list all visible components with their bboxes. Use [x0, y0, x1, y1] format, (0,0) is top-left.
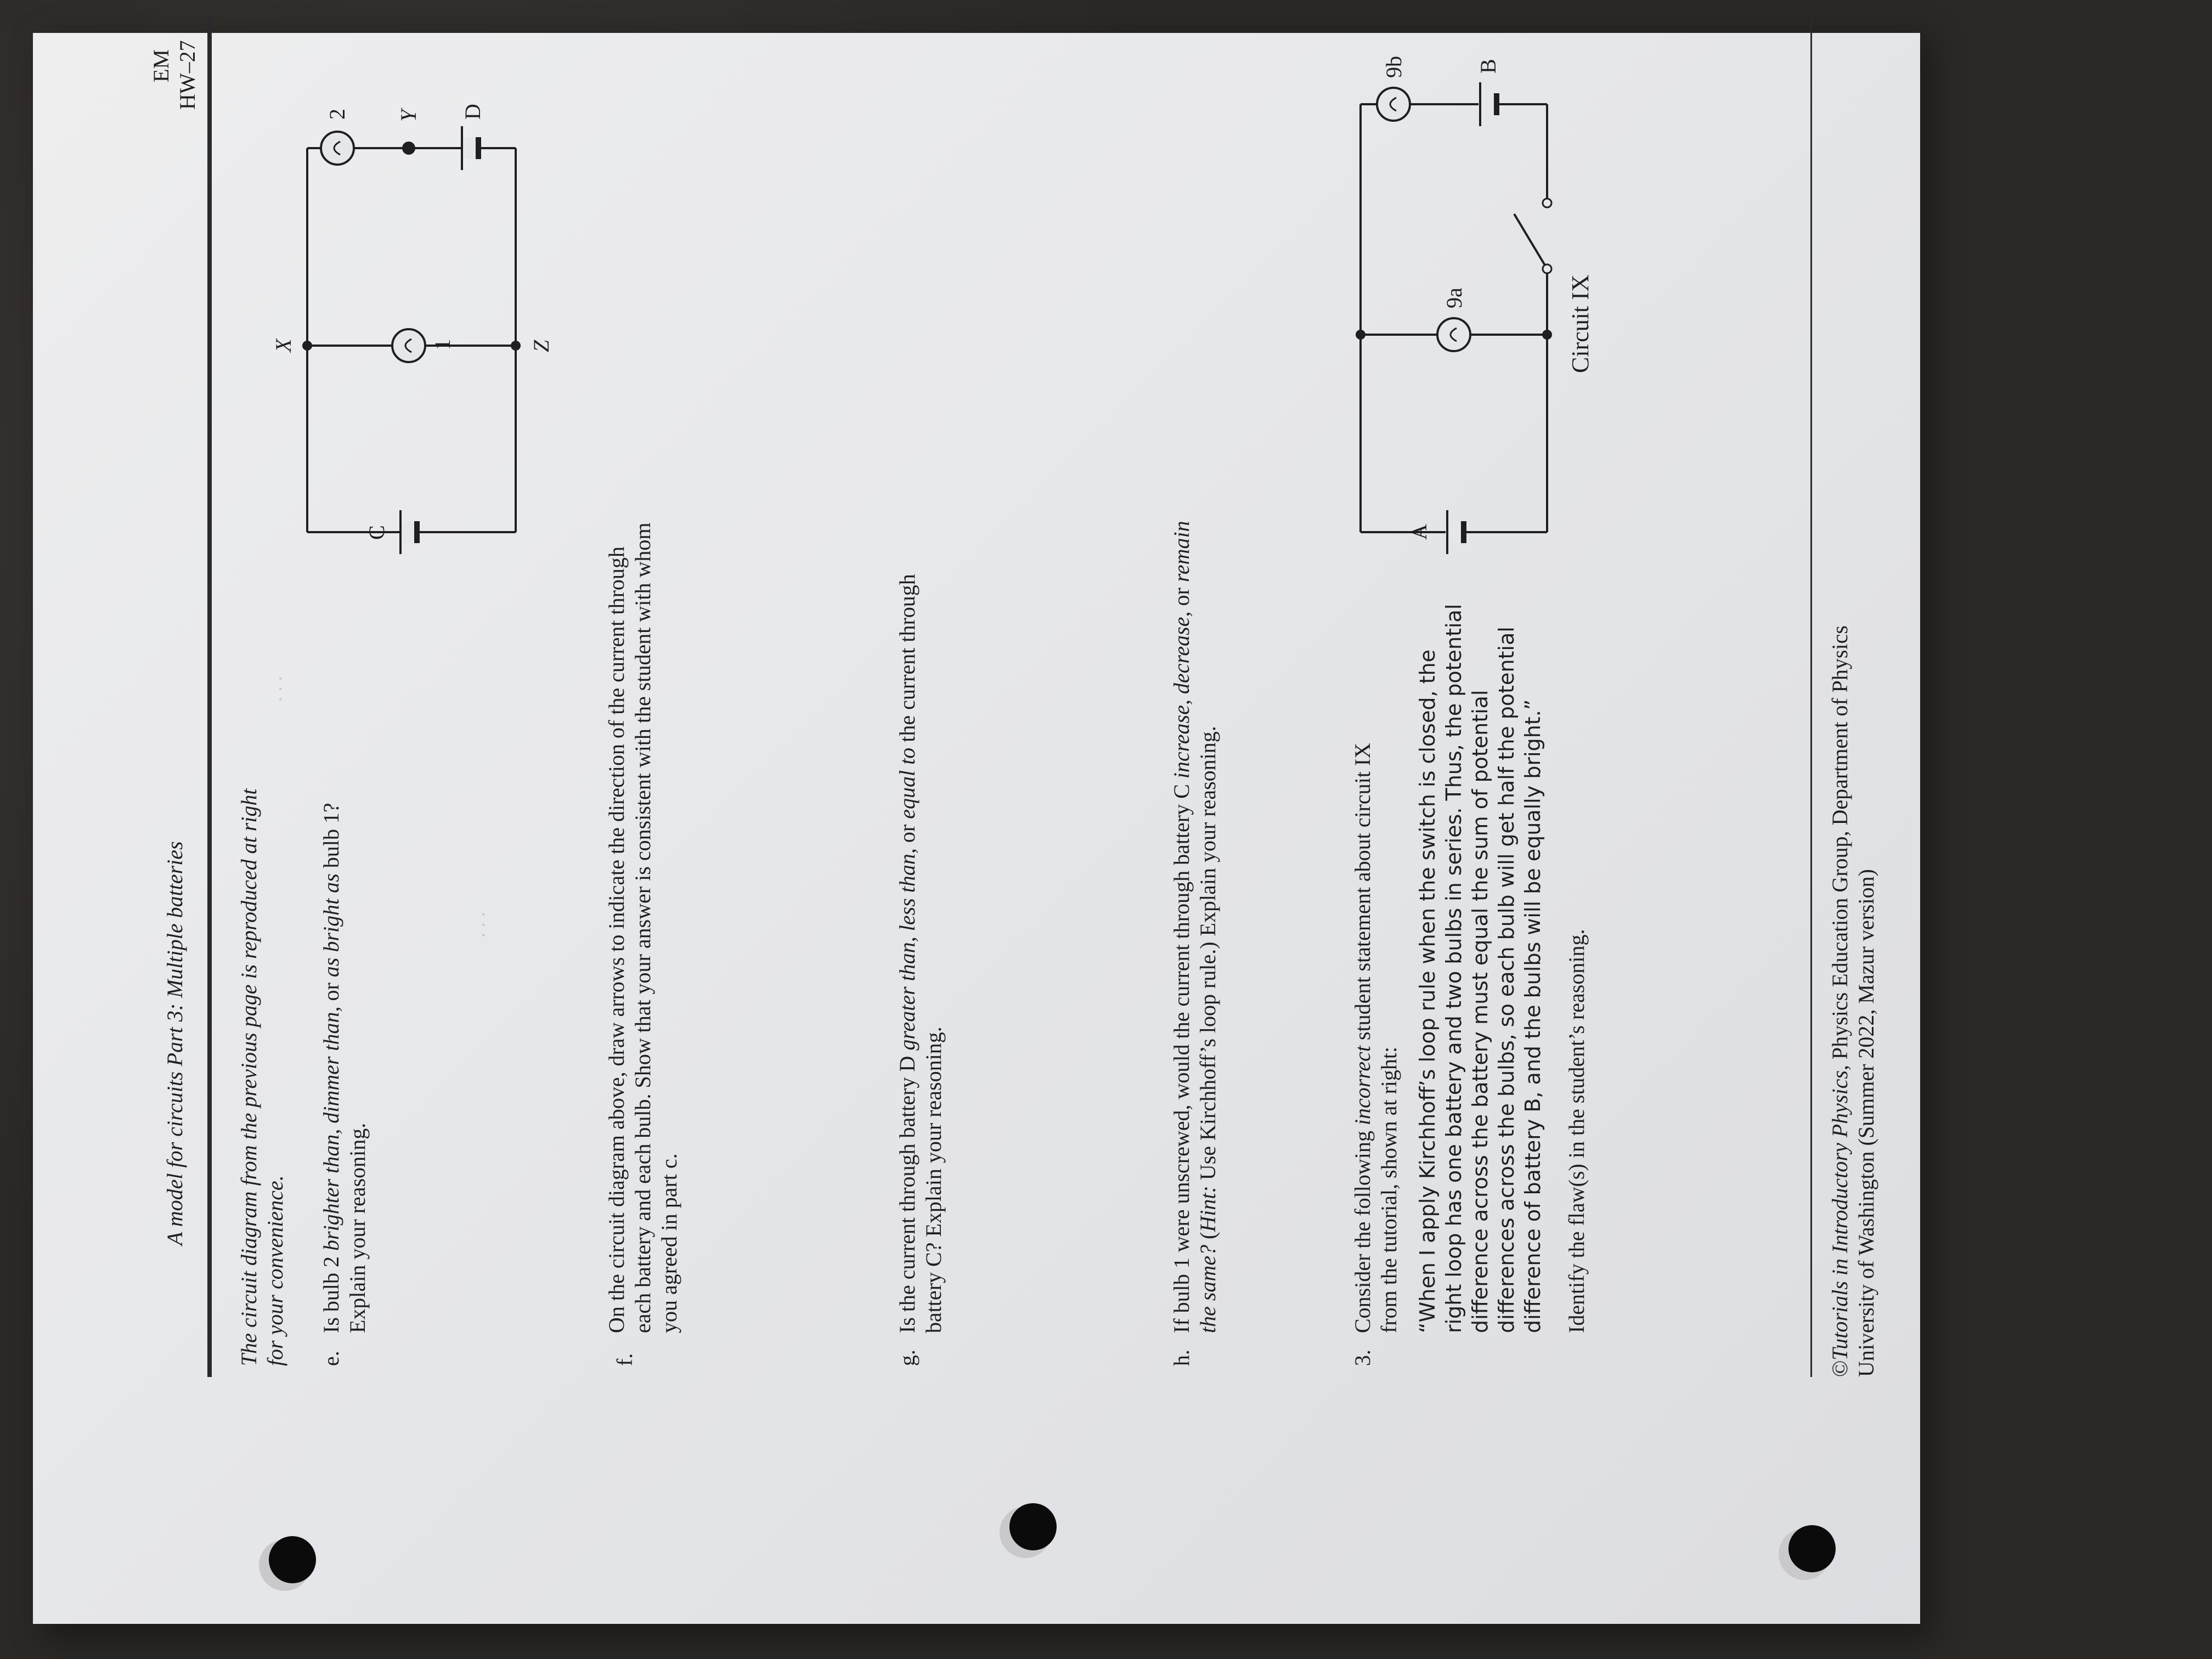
header-rule — [207, 16, 212, 1377]
switch-contact — [1543, 199, 1551, 207]
student-quote-line-5: difference of battery B, and the bulbs will be equally bright.” — [1521, 699, 1545, 1333]
label-battery-b: B — [1476, 59, 1500, 74]
bulb-9a — [1437, 318, 1470, 351]
footer-rule — [1810, 16, 1812, 1377]
question-h-letter: h. — [1169, 1350, 1194, 1366]
question-g-letter: g. — [895, 1350, 919, 1366]
question-f-letter: f. — [612, 1353, 637, 1366]
footer-line-1: ©Tutorials in Introductory Physics, Physics Education Group, Department of Physics — [1827, 625, 1852, 1377]
intro-line-1: The circuit diagram from the previous page is reproduced at right — [236, 788, 261, 1366]
question-g-line-2: battery C? Explain your reasoning. — [921, 1026, 946, 1333]
footer-line-2: University of Washington (Summer 2022, Mazur version) — [1854, 869, 1878, 1377]
bulb-1 — [392, 329, 425, 362]
student-quote-line-4: differences across the bulbs, so each bulb will get half the potential — [1494, 627, 1519, 1333]
circuit-ix-diagram — [1339, 44, 1646, 565]
label-y: Y — [396, 109, 421, 122]
page-code-hw: HW–27 — [175, 40, 200, 110]
intro-line-2: for your convenience. — [263, 1175, 287, 1366]
show-through-text-2: · · · — [472, 912, 495, 938]
student-quote-line-1: “When I apply Kirchhoff’s loop rule when the switch is closed, the — [1415, 649, 1440, 1333]
label-bulb-2: 2 — [325, 109, 349, 120]
switch-pivot — [1543, 264, 1551, 273]
question-h-line-1: If bulb 1 were unscrewed, would the current through battery C increase, decrease, or remain — [1169, 521, 1194, 1333]
question-h-line-2: the same? (Hint: Use Kirchhoff’s loop rule.) Explain your reasoning. — [1195, 726, 1220, 1333]
label-bulb-9a: 9a — [1442, 287, 1466, 308]
bulb-2 — [321, 132, 354, 165]
page-code-em: EM — [149, 49, 173, 82]
worksheet-page — [33, 33, 1920, 1624]
question-f-line-2: each battery and each bulb. Show that your answer is consistent with the student with whom — [630, 522, 655, 1333]
question-e-line-1: Is bulb 2 brighter than, dimmer than, or as bright as bulb 1? — [319, 803, 343, 1333]
label-battery-a: A — [1407, 524, 1431, 540]
question-f-line-3: you agreed in part c. — [657, 1153, 681, 1333]
bulb-9b — [1377, 88, 1410, 121]
question-e-line-2: Explain your reasoning. — [345, 1122, 370, 1333]
node-x — [302, 341, 312, 351]
question-g-line-1: Is the current through battery D greater than, less than, or equal to the current through — [895, 574, 919, 1333]
node-junction-right — [402, 142, 415, 155]
circuit-ix-caption: Circuit IX — [1567, 274, 1594, 373]
label-z: Z — [529, 340, 554, 352]
page-title: A model for circuits Part 3: Multiple batteries — [162, 841, 187, 1245]
problem-3-line-1: Consider the following incorrect student statement about circuit IX — [1350, 742, 1375, 1333]
label-battery-d: D — [460, 104, 485, 120]
student-quote-line-2: right loop has one battery and two bulbs in series. Thus, the potential — [1442, 603, 1466, 1333]
problem-3-line-2: from the tutorial, shown at right: — [1376, 1046, 1401, 1333]
question-e-letter: e. — [319, 1351, 343, 1366]
rotated-page-content — [33, 33, 1920, 1624]
label-x: X — [271, 338, 296, 352]
problem-3-number: 3. — [1350, 1350, 1375, 1366]
node-z — [511, 341, 521, 351]
label-battery-c: C — [364, 525, 389, 540]
question-f-line-1: On the circuit diagram above, draw arrows to indicate the direction of the current through — [604, 546, 629, 1333]
problem-3-prompt: Identify the flaw(s) in the student’s reasoning. — [1564, 929, 1589, 1333]
circuit-diagram-top — [271, 71, 560, 565]
label-bulb-1: 1 — [430, 339, 455, 350]
student-quote-line-3: difference across the battery must equal the sum of potential — [1468, 690, 1492, 1333]
show-through-text-1: · · · — [269, 676, 292, 702]
label-bulb-9b: 9b — [1381, 56, 1406, 78]
